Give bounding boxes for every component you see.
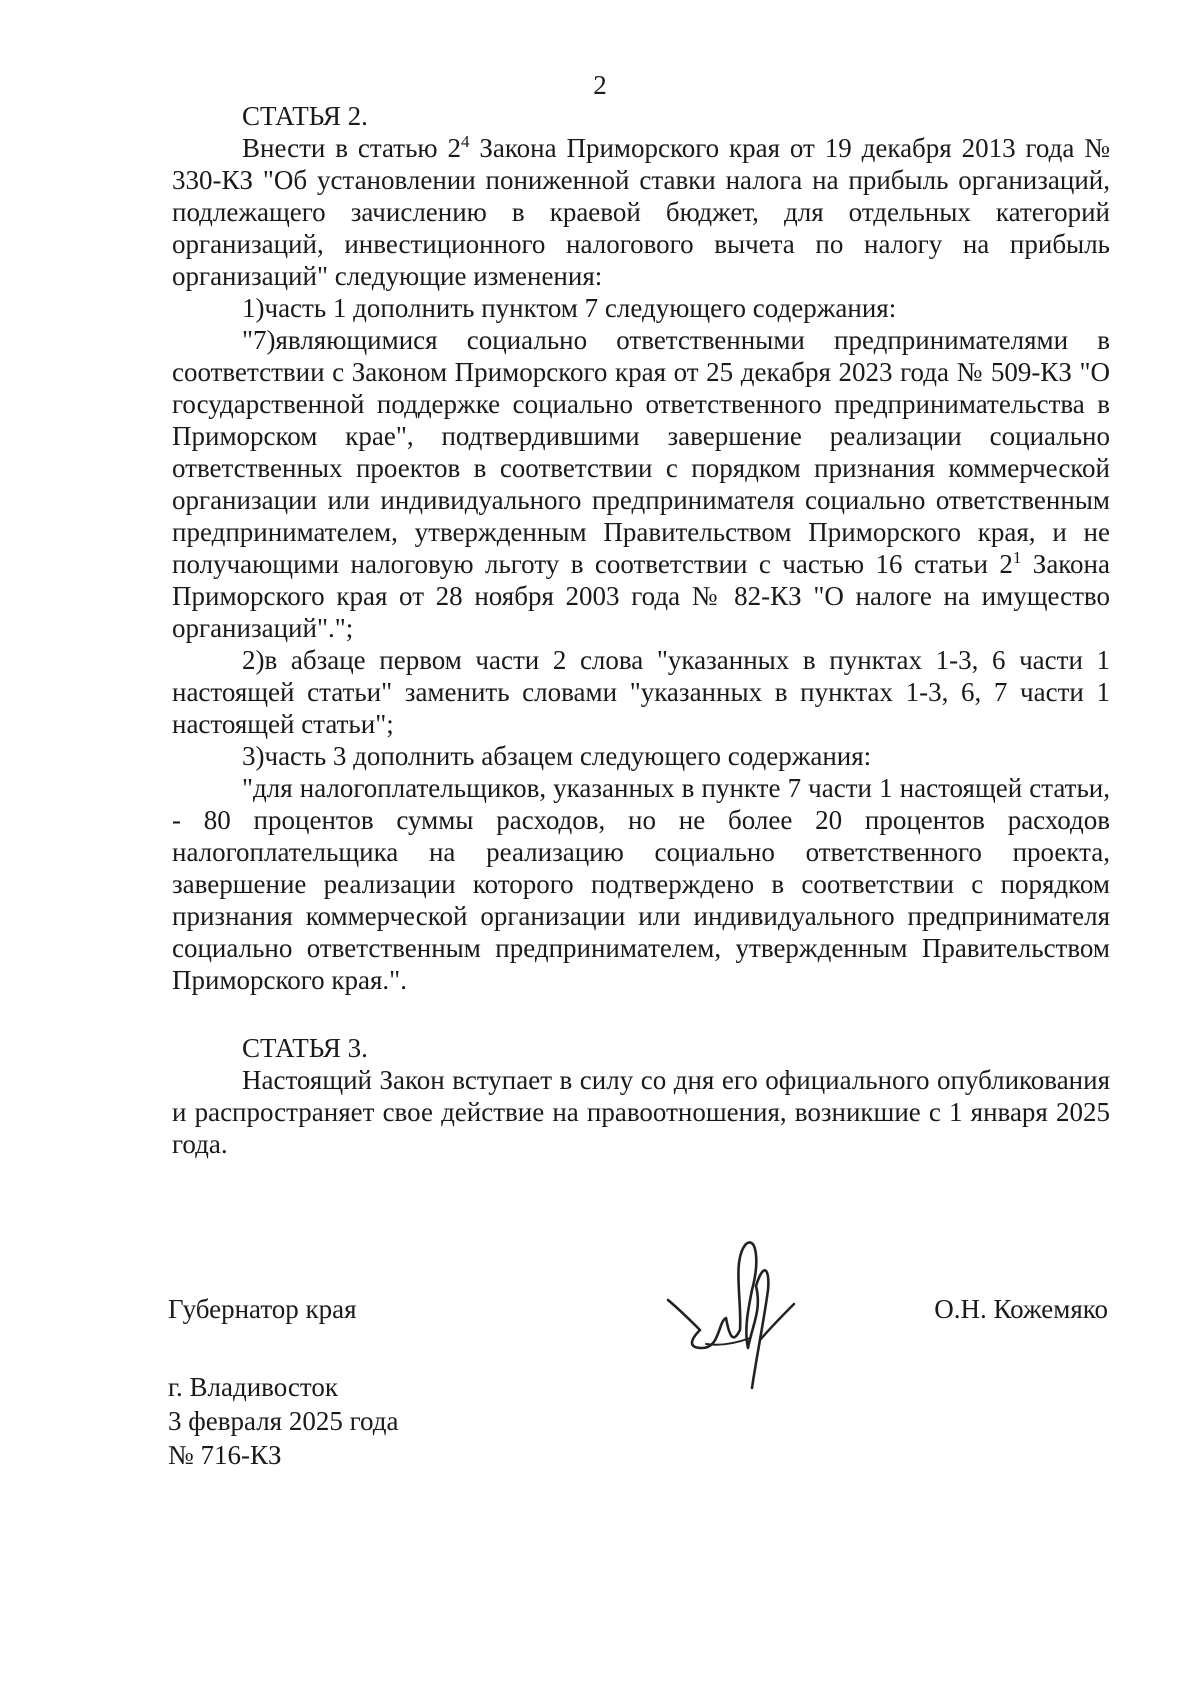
governor-name: О.Н. Кожемяко xyxy=(934,1294,1108,1324)
governor-title: Губернатор края xyxy=(168,1294,357,1324)
article-2-item-3: 3)часть 3 дополнить абзацем следующего содержания: xyxy=(242,741,872,771)
article-2-item-1: 1)часть 1 дополнить пунктом 7 следующего содержания: xyxy=(242,293,897,323)
handwritten-signature-icon xyxy=(660,1230,820,1400)
article-2-item-1-quote: "7)являющимися социально ответственными предпринимателями в соответствии с Законом Приморского края от 25 декабря 2023 года № 509-КЗ "О государственной поддержке социально ответственного предпринимательства в Приморском крае", подтвердившими завершение реализации социально ответственных проектов в соответствии с порядком признания коммерческой организации или индивидуального предпринимателя социально ответственным предпринимателем, утвержденным Правительством Приморского края, и не получающими налоговую льготу в соответствии с частью 16 статьи $2^1$ Закона Приморского края от 28 ноября 2003 года № 82-КЗ "О налоге на имущество организаций"."; xyxy=(172,325,1110,643)
article-2-item-3-quote: "для налогоплательщиков, указанных в пункте 7 части 1 настоящей статьи, - 80 процентов суммы расходов, но не более 20 процентов расходов налогоплательщика на реализацию социально ответственного проекта, завершение реализации которого подтверждено в соответствии с порядком признания коммерческой организации или индивидуального предпринимателя социально ответственным предпринимателем, утвержденным Правительством Приморского края.". xyxy=(172,773,1110,995)
article-3-heading: СТАТЬЯ 3. xyxy=(242,1033,368,1063)
article-2-item-2: 2)в абзаце первом части 2 слова "указанных в пунктах 1-3, 6 части 1 настоящей статьи" заменить словами "указанных в пунктах 1-3, 6, 7 части 1 настоящей статьи"; xyxy=(172,645,1110,739)
article-3-text: Настоящий Закон вступает в силу со дня его официального опубликования и распространяет свое действие на правоотношения, возникшие с 1 января 2025 года. xyxy=(172,1065,1110,1159)
article-2-heading: СТАТЬЯ 2. xyxy=(242,101,368,131)
law-number: № 716-КЗ xyxy=(168,1440,282,1470)
article-2-intro: Внести в статью $2^4$ Закона Приморского края от 19 декабря 2013 года № 330-КЗ "Об установлении пониженной ставки налога на прибыль организаций, подлежащего зачислению в краевой бюджет, для отдельных категорий организаций, инвестиционного налогового вычета по налогу на прибыль организаций" следующие изменения: xyxy=(172,132,1111,291)
place-date-block xyxy=(168,1370,398,1472)
date: 3 февраля 2025 года xyxy=(168,1406,399,1436)
place: г. Владивосток xyxy=(168,1372,338,1402)
document-body xyxy=(172,100,1110,1160)
page-number: 2 xyxy=(593,70,607,100)
